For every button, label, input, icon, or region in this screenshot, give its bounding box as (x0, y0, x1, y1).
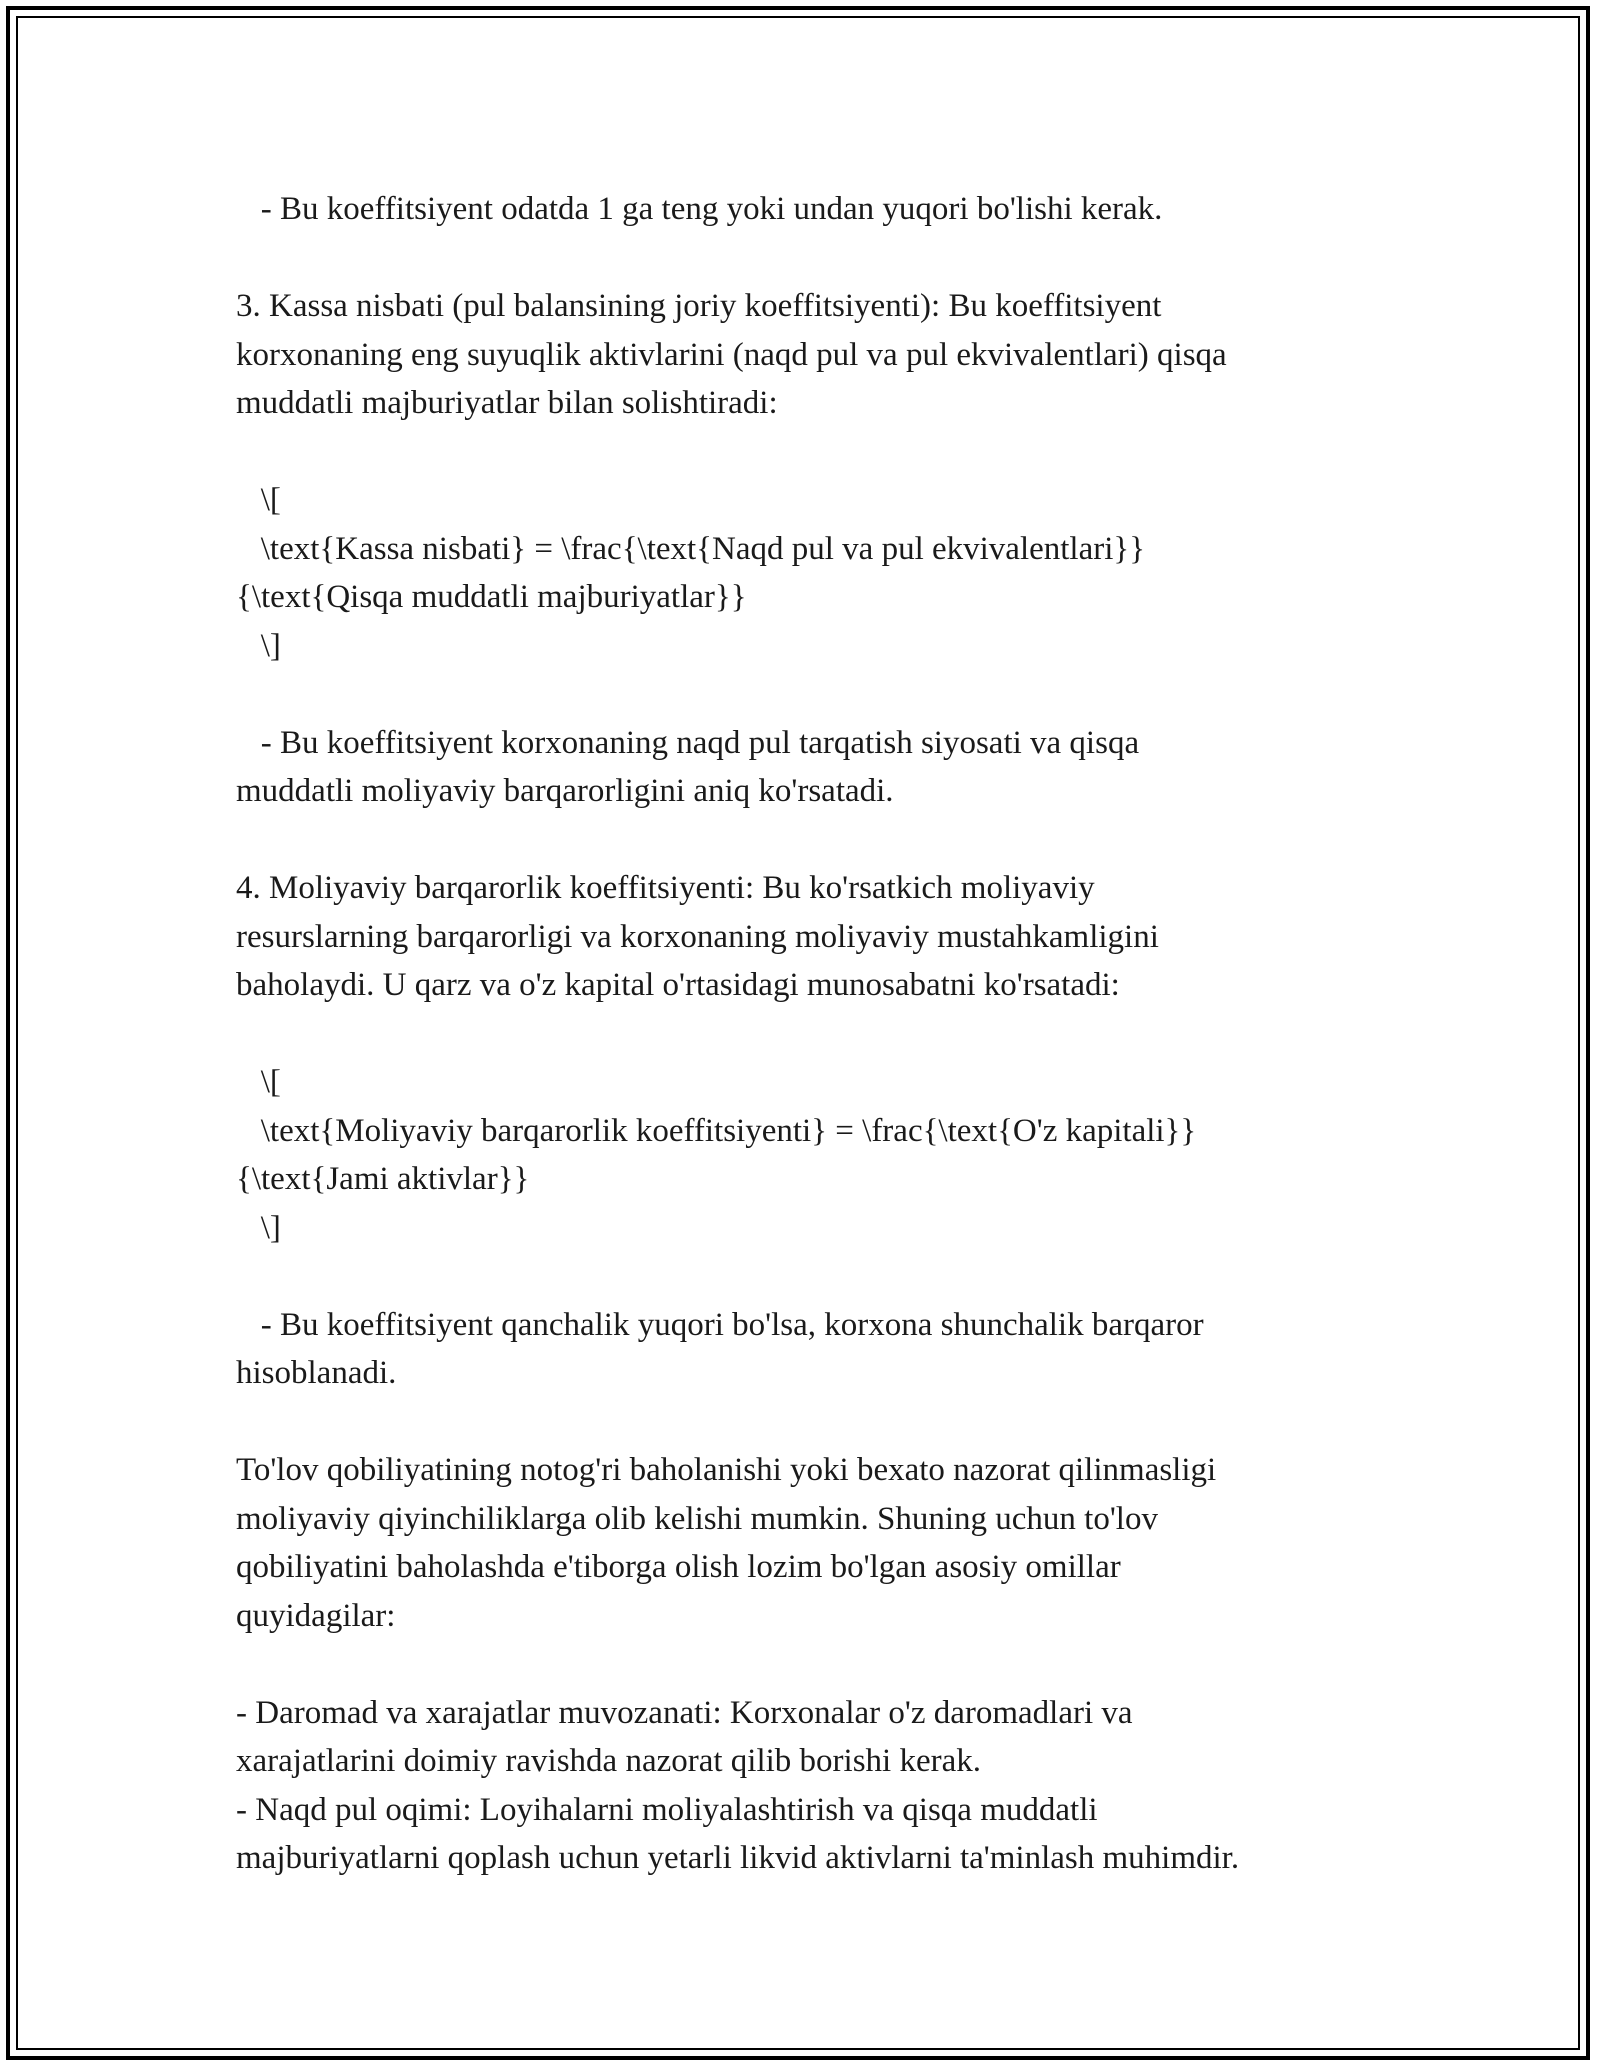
blank-line (236, 1252, 1386, 1301)
text-line: 4. Moliyaviy barqarorlik koeffitsiyenti: Bu ko'rsatkich moliyaviy (236, 870, 1095, 906)
text-line: - Bu koeffitsiyent odatda 1 ga teng yoki undan yuqori bo'lishi kerak. (236, 191, 1163, 227)
text-line: \text{Moliyaviy barqarorlik koeffitsiyenti} = \frac{\text{O'z kapitali}} (236, 1112, 1197, 1149)
blank-line (236, 1640, 1386, 1689)
text-line: moliyaviy qiyinchiliklarga olib kelishi mumkin. Shuning uchun to'lov (236, 1500, 1158, 1537)
blank-line (236, 1398, 1386, 1447)
document-body (236, 185, 1386, 1883)
blank-line (236, 428, 1386, 477)
text-line: quyidagilar: (236, 1597, 396, 1634)
text-line: baholaydi. U qarz va o'z kapital o'rtasidagi munosabatni ko'rsatadi: (236, 967, 1120, 1003)
text-line: korxonaning eng suyuqlik aktivlarini (naqd pul va pul ekvivalentlari) qisqa (236, 336, 1227, 373)
text-line: \[ (236, 482, 281, 518)
blank-line (236, 234, 1386, 283)
text-line: {\text{Jami aktivlar}} (236, 1161, 530, 1197)
text-line: \] (236, 1209, 281, 1246)
text-line: qobiliyatini baholashda e'tiborga olish lozim bo'lgan asosiy omillar (236, 1549, 1121, 1585)
text-line: {\text{Qisqa muddatli majburiyatlar}} (236, 579, 747, 615)
blank-line (236, 670, 1386, 719)
text-line: 3. Kassa nisbati (pul balansining joriy koeffitsiyenti): Bu koeffitsiyent (236, 288, 1162, 324)
text-line: - Bu koeffitsiyent korxonaning naqd pul tarqatish siyosati va qisqa (236, 724, 1140, 761)
text-line: - Daromad va xarajatlar muvozanati: Korxonalar o'z daromadlari va (236, 1694, 1133, 1731)
text-line: To'lov qobiliyatining notog'ri baholanishi yoki bexato nazorat qilinmasligi (236, 1452, 1217, 1488)
text-line: xarajatlarini doimiy ravishda nazorat qilib borishi kerak. (236, 1743, 982, 1779)
text-line: resurslarning barqarorligi va korxonaning moliyaviy mustahkamligini (236, 918, 1159, 955)
text-line: \text{Kassa nisbati} = \frac{\text{Naqd pul va pul ekvivalentlari}} (236, 530, 1146, 567)
text-line: - Naqd pul oqimi: Loyihalarni moliyalashtirish va qisqa muddatli (236, 1791, 1098, 1828)
blank-line (236, 816, 1386, 865)
text-line: muddatli moliyaviy barqarorligini aniq ko'rsatadi. (236, 773, 894, 809)
text-line: \] (236, 627, 281, 664)
text-line: hisoblanadi. (236, 1355, 397, 1391)
text-line: \[ (236, 1064, 281, 1100)
blank-line (236, 1010, 1386, 1059)
text-line: majburiyatlarni qoplash uchun yetarli likvid aktivlarni ta'minlash muhimdir. (236, 1840, 1240, 1876)
text-line: muddatli majburiyatlar bilan solishtiradi: (236, 385, 778, 421)
text-line: - Bu koeffitsiyent qanchalik yuqori bo'lsa, korxona shunchalik barqaror (236, 1306, 1204, 1343)
